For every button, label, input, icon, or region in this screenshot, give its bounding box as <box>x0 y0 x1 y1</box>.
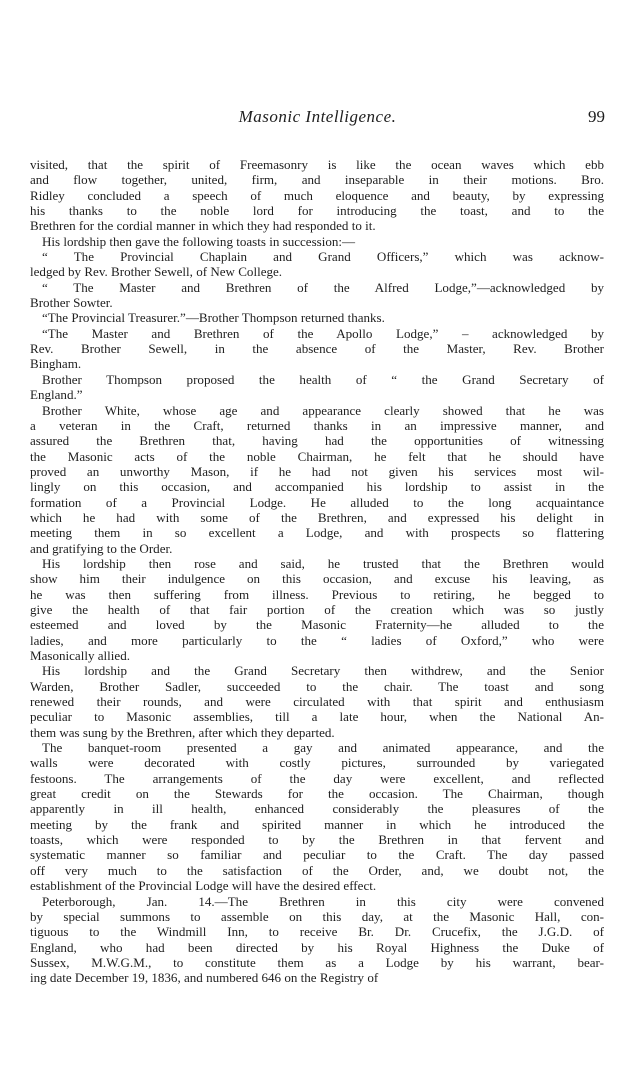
text-line: a veteran in the Craft, returned thanks in an impressive manner, and <box>30 417 604 433</box>
text-line: them was sung by the Brethren, after which they departed. <box>30 724 335 740</box>
text-line: and flow together, united, firm, and inseparable in their motions. Bro. <box>30 172 604 188</box>
text-line: tiguous to the Windmill Inn, to receive Br. Dr. Crucefix, the J.G.D. of <box>30 924 604 940</box>
text-line: renewed their rounds, and were circulated with that spirit and enthusiasm <box>30 694 604 710</box>
text-line: esteemed and loved by the Masonic Fraternity—he alluded to the <box>30 617 604 633</box>
text-line: His lordship then rose and said, he trusted that the Brethren would <box>42 555 604 571</box>
text-line: “The Master and Brethren of the Apollo Lodge,” – acknowledged by <box>42 325 604 341</box>
text-line: “The Provincial Treasurer.”—Brother Thompson returned thanks. <box>42 310 385 326</box>
text-line: meeting them in so excellent a Lodge, and with prospects so flattering <box>30 525 604 541</box>
text-line: great credit on the Stewards for the occasion. The Chairman, though <box>30 786 604 802</box>
text-line: peculiar to Masonic assemblies, till a late hour, when the National An- <box>30 709 604 725</box>
text-line: he was then suffering from illness. Previous to retiring, he begged to <box>30 586 604 602</box>
text-line: Sussex, M.W.G.M., to constitute them as a Lodge by his warrant, bear- <box>30 954 604 970</box>
text-line: ledged by Rev. Brother Sewell, of New College. <box>30 264 283 280</box>
text-line: show him their indulgence on this occasion, and excuse his leaving, as <box>30 571 604 587</box>
text-line: walls were decorated with costly pictures, surrounded by variegated <box>30 755 604 771</box>
text-line: His lordship then gave the following toasts in succession:— <box>42 233 356 249</box>
page-number: 99 <box>588 107 605 126</box>
page-header <box>30 107 605 135</box>
text-line: visited, that the spirit of Freemasonry is like the ocean waves which ebb <box>30 157 604 172</box>
text-line: by special summons to assemble on this day, at the Masonic Hall, con- <box>30 908 604 924</box>
text-line: establishment of the Provincial Lodge will have the desired effect. <box>30 878 377 894</box>
article-body <box>30 157 604 986</box>
text-line: his thanks to the noble lord for introducing the toast, and to the <box>30 203 604 219</box>
paragraph <box>30 403 604 556</box>
text-line: Brother Sowter. <box>30 295 113 311</box>
text-line: ladies, and more particularly to the “ ladies of Oxford,” who were <box>30 632 604 648</box>
text-line: Brethren for the cordial manner in which they had responded to it. <box>30 218 376 234</box>
paragraph <box>30 663 604 740</box>
text-line: formation of a Provincial Lodge. He alluded to the long acquaintance <box>30 494 604 510</box>
paragraph <box>30 280 604 311</box>
text-line: Brother Thompson proposed the health of “ the Grand Secretary of <box>42 371 604 387</box>
text-line: apparently in ill health, enhanced considerably the pleasures of the <box>30 801 604 817</box>
text-line: toasts, which were responded to by the Brethren in that fervent and <box>30 832 604 848</box>
text-line: meeting by the frank and spirited manner in which he introduced the <box>30 816 604 832</box>
text-line: Warden, Brother Sadler, succeeded to the chair. The toast and song <box>30 678 604 694</box>
text-line: His lordship and the Grand Secretary then withdrew, and the Senior <box>42 663 604 679</box>
text-line: the Masonic acts of the noble Chairman, he felt that he should have <box>30 448 604 464</box>
text-line: “ The Master and Brethren of the Alfred Lodge,”—acknowledged by <box>42 279 604 295</box>
text-line: and gratifying to the Order. <box>30 540 173 556</box>
paragraph <box>30 326 604 372</box>
text-line: Ridley concluded a speech of much eloquence and beauty, by expressing <box>30 187 604 203</box>
text-line: assured the Brethren that, having had the opportunities of witnessing <box>30 433 604 449</box>
text-line: “ The Provincial Chaplain and Grand Officers,” which was acknow- <box>42 249 604 265</box>
text-line: systematic manner so familiar and peculiar to the Craft. The day passed <box>30 847 604 863</box>
text-line: lingly on this occasion, and accompanied his lordship to assist in the <box>30 479 604 495</box>
paragraph <box>30 740 604 893</box>
text-line: Bingham. <box>30 356 82 372</box>
running-head: Masonic Intelligence. <box>238 107 397 126</box>
paragraph <box>30 556 604 663</box>
paragraph <box>30 234 604 249</box>
text-line: give the health of that fair portion of the creation which was so justly <box>30 601 604 617</box>
text-line: The banquet-room presented a gay and animated appearance, and the <box>42 740 604 756</box>
paragraph <box>30 310 604 325</box>
text-line: ing date December 19, 1836, and numbered 646 on the Registry of <box>30 970 379 986</box>
text-line: which he had with some of the Brethren, and expressed his delight in <box>30 509 604 525</box>
text-line: Rev. Brother Sewell, in the absence of the Master, Rev. Brother <box>30 341 604 357</box>
paragraph <box>30 249 604 280</box>
text-line: festoons. The arrangements of the day were excellent, and reflected <box>30 770 604 786</box>
paragraph <box>30 157 604 234</box>
text-line: proved an unworthy Mason, if he had not given his services most wil- <box>30 463 604 479</box>
text-line: Masonically allied. <box>30 648 130 663</box>
text-line: Peterborough, Jan. 14.—The Brethren in this city were convened <box>42 893 604 909</box>
paragraph <box>30 894 604 986</box>
text-line: off very much to the satisfaction of the Order, and, we doubt not, the <box>30 862 604 878</box>
text-line: England.” <box>30 387 83 403</box>
text-line: England, who had been directed by his Royal Highness the Duke of <box>30 939 604 955</box>
text-line: Brother White, whose age and appearance clearly showed that he was <box>42 402 604 418</box>
paragraph <box>30 372 604 403</box>
